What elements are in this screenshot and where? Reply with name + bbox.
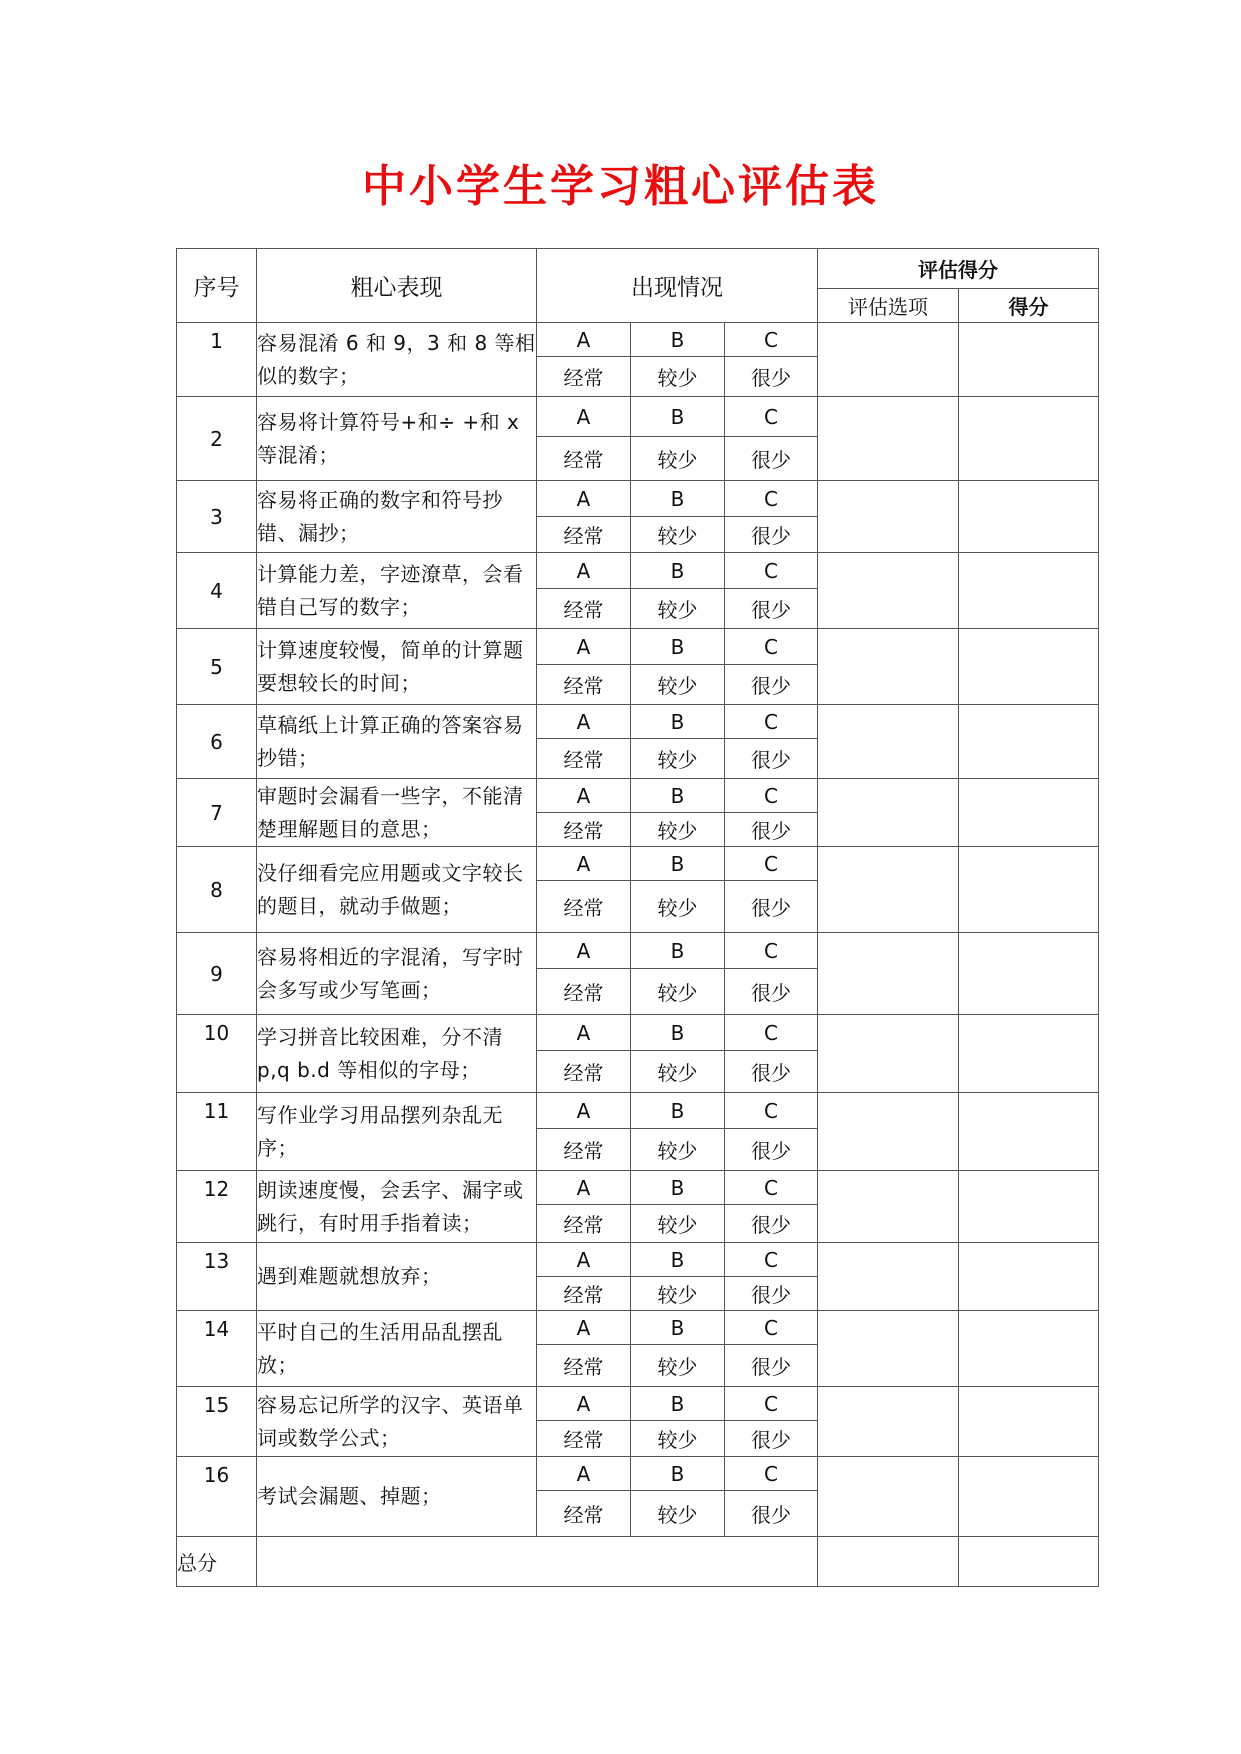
option-a: A [537, 847, 631, 881]
header-frequency: 出现情况 [537, 249, 818, 323]
option-c: C [725, 847, 818, 881]
item-number: 16 [177, 1457, 257, 1537]
option-a: A [537, 1311, 631, 1345]
score-cell[interactable] [959, 1387, 1099, 1457]
level-label: 很少 [725, 437, 818, 481]
level-label: 很少 [725, 357, 818, 397]
level-label: 较少 [631, 1205, 725, 1243]
table-row [177, 481, 1099, 517]
option-c: C [725, 397, 818, 437]
level-label: 很少 [725, 1491, 818, 1537]
level-label: 很少 [725, 881, 818, 933]
option-c: C [725, 629, 818, 665]
level-label: 很少 [725, 739, 818, 779]
table-row [177, 553, 1099, 589]
level-label: 很少 [725, 1205, 818, 1243]
option-c: C [725, 779, 818, 813]
item-behavior: 学习拼音比较困难，分不清 p,q b.d 等相似的字母； [257, 1015, 537, 1093]
level-label: 较少 [631, 1051, 725, 1093]
option-a: A [537, 1243, 631, 1277]
item-number: 12 [177, 1171, 257, 1243]
table-row [177, 629, 1099, 665]
level-label: 经常 [537, 1277, 631, 1311]
option-c: C [725, 933, 818, 969]
option-a: A [537, 933, 631, 969]
item-behavior: 容易忘记所学的汉字、英语单词或数学公式； [257, 1387, 537, 1457]
level-label: 经常 [537, 739, 631, 779]
selected-option-cell[interactable] [818, 847, 959, 933]
option-a: A [537, 481, 631, 517]
level-label: 很少 [725, 665, 818, 705]
selected-option-cell[interactable] [818, 1387, 959, 1457]
selected-option-cell[interactable] [818, 1093, 959, 1171]
option-b: B [631, 705, 725, 739]
item-number: 2 [177, 397, 257, 481]
level-label: 经常 [537, 437, 631, 481]
score-cell[interactable] [959, 323, 1099, 397]
selected-option-cell[interactable] [818, 481, 959, 553]
option-c: C [725, 1093, 818, 1129]
table-row [177, 323, 1099, 357]
table-row [177, 705, 1099, 739]
selected-option-cell[interactable] [818, 705, 959, 779]
item-behavior: 写作业学习用品摆列杂乱无序； [257, 1093, 537, 1171]
header-score: 得分 [959, 289, 1099, 323]
level-label: 经常 [537, 1345, 631, 1387]
score-cell[interactable] [959, 933, 1099, 1015]
score-cell[interactable] [959, 397, 1099, 481]
item-behavior: 计算能力差，字迹潦草，会看错自己写的数字； [257, 553, 537, 629]
score-cell[interactable] [959, 705, 1099, 779]
option-b: B [631, 553, 725, 589]
score-cell[interactable] [959, 481, 1099, 553]
level-label: 较少 [631, 1345, 725, 1387]
item-number: 1 [177, 323, 257, 397]
option-b: B [631, 629, 725, 665]
level-label: 较少 [631, 517, 725, 553]
level-label: 较少 [631, 357, 725, 397]
option-c: C [725, 1457, 818, 1491]
header-option: 评估选项 [818, 289, 959, 323]
option-a: A [537, 397, 631, 437]
header-score-group: 评估得分 [818, 249, 1099, 289]
option-b: B [631, 1311, 725, 1345]
item-behavior: 考试会漏题、掉题； [257, 1457, 537, 1537]
option-b: B [631, 1171, 725, 1205]
total-option-cell[interactable] [818, 1537, 959, 1587]
header-index: 序号 [177, 249, 257, 323]
item-number: 8 [177, 847, 257, 933]
option-b: B [631, 397, 725, 437]
item-number: 4 [177, 553, 257, 629]
level-label: 较少 [631, 881, 725, 933]
level-label: 很少 [725, 813, 818, 847]
total-blank-cell [257, 1537, 818, 1587]
item-number: 9 [177, 933, 257, 1015]
level-label: 较少 [631, 813, 725, 847]
option-c: C [725, 553, 818, 589]
score-cell[interactable] [959, 629, 1099, 705]
option-b: B [631, 1093, 725, 1129]
selected-option-cell[interactable] [818, 553, 959, 629]
level-label: 较少 [631, 589, 725, 629]
item-number: 3 [177, 481, 257, 553]
level-label: 经常 [537, 813, 631, 847]
score-cell[interactable] [959, 1457, 1099, 1537]
table-row [177, 1093, 1099, 1129]
option-a: A [537, 1387, 631, 1421]
item-behavior: 没仔细看完应用题或文字较长的题目，就动手做题； [257, 847, 537, 933]
level-label: 很少 [725, 517, 818, 553]
selected-option-cell[interactable] [818, 1243, 959, 1311]
total-row [177, 1537, 1099, 1587]
option-c: C [725, 1387, 818, 1421]
level-label: 较少 [631, 1421, 725, 1457]
score-cell[interactable] [959, 553, 1099, 629]
item-behavior: 容易混淆 6 和 9，3 和 8 等相似的数字； [257, 323, 537, 397]
level-label: 较少 [631, 739, 725, 779]
option-a: A [537, 779, 631, 813]
item-number: 11 [177, 1093, 257, 1171]
item-behavior: 审题时会漏看一些字，不能清楚理解题目的意思； [257, 779, 537, 847]
level-label: 经常 [537, 1129, 631, 1171]
option-a: A [537, 1015, 631, 1051]
option-b: B [631, 323, 725, 357]
item-behavior: 草稿纸上计算正确的答案容易抄错； [257, 705, 537, 779]
level-label: 经常 [537, 1051, 631, 1093]
table-row [177, 1311, 1099, 1345]
option-c: C [725, 1015, 818, 1051]
option-a: A [537, 629, 631, 665]
level-label: 经常 [537, 881, 631, 933]
score-cell[interactable] [959, 847, 1099, 933]
table-row [177, 1171, 1099, 1205]
selected-option-cell[interactable] [818, 1171, 959, 1243]
item-behavior: 容易将相近的字混淆，写字时会多写或少写笔画； [257, 933, 537, 1015]
score-cell[interactable] [959, 1311, 1099, 1387]
selected-option-cell[interactable] [818, 629, 959, 705]
item-number: 15 [177, 1387, 257, 1457]
selected-option-cell[interactable] [818, 1311, 959, 1387]
item-number: 6 [177, 705, 257, 779]
item-behavior: 遇到难题就想放弃； [257, 1243, 537, 1311]
level-label: 较少 [631, 1129, 725, 1171]
level-label: 很少 [725, 589, 818, 629]
option-a: A [537, 553, 631, 589]
level-label: 经常 [537, 589, 631, 629]
level-label: 很少 [725, 1129, 818, 1171]
option-c: C [725, 1311, 818, 1345]
level-label: 经常 [537, 517, 631, 553]
level-label: 很少 [725, 1277, 818, 1311]
level-label: 很少 [725, 1051, 818, 1093]
level-label: 较少 [631, 665, 725, 705]
selected-option-cell[interactable] [818, 323, 959, 397]
option-b: B [631, 481, 725, 517]
level-label: 经常 [537, 1205, 631, 1243]
option-b: B [631, 847, 725, 881]
item-behavior: 容易将正确的数字和符号抄错、漏抄； [257, 481, 537, 553]
table-row [177, 1387, 1099, 1421]
level-label: 经常 [537, 969, 631, 1015]
selected-option-cell[interactable] [818, 397, 959, 481]
item-number: 14 [177, 1311, 257, 1387]
option-c: C [725, 1171, 818, 1205]
option-a: A [537, 323, 631, 357]
item-behavior: 计算速度较慢，简单的计算题要想较长的时间； [257, 629, 537, 705]
score-cell[interactable] [959, 1093, 1099, 1171]
table-row [177, 1243, 1099, 1277]
level-label: 经常 [537, 665, 631, 705]
selected-option-cell[interactable] [818, 779, 959, 847]
level-label: 经常 [537, 1491, 631, 1537]
option-c: C [725, 705, 818, 739]
level-label: 很少 [725, 1345, 818, 1387]
selected-option-cell[interactable] [818, 1015, 959, 1093]
level-label: 较少 [631, 437, 725, 481]
total-score-cell[interactable] [959, 1537, 1099, 1587]
option-b: B [631, 1243, 725, 1277]
level-label: 较少 [631, 969, 725, 1015]
item-behavior: 平时自己的生活用品乱摆乱放； [257, 1311, 537, 1387]
score-cell[interactable] [959, 1015, 1099, 1093]
option-c: C [725, 323, 818, 357]
table-row [177, 779, 1099, 813]
score-cell[interactable] [959, 1171, 1099, 1243]
level-label: 较少 [631, 1491, 725, 1537]
score-cell[interactable] [959, 1243, 1099, 1311]
level-label: 较少 [631, 1277, 725, 1311]
option-c: C [725, 1243, 818, 1277]
option-a: A [537, 1093, 631, 1129]
page-title: 中小学生学习粗心评估表 [362, 161, 879, 212]
level-label: 经常 [537, 1421, 631, 1457]
option-b: B [631, 779, 725, 813]
selected-option-cell[interactable] [818, 933, 959, 1015]
table-row [177, 397, 1099, 437]
score-cell[interactable] [959, 779, 1099, 847]
table-row [177, 933, 1099, 969]
total-label: 总分 [177, 1537, 257, 1587]
item-behavior: 朗读速度慢，会丢字、漏字或跳行，有时用手指着读； [257, 1171, 537, 1243]
option-b: B [631, 933, 725, 969]
assessment-table [176, 248, 1099, 1587]
table-row [177, 847, 1099, 881]
table-row [177, 1457, 1099, 1491]
option-c: C [725, 481, 818, 517]
option-a: A [537, 1457, 631, 1491]
option-a: A [537, 1171, 631, 1205]
table-row [177, 1015, 1099, 1051]
option-b: B [631, 1015, 725, 1051]
selected-option-cell[interactable] [818, 1457, 959, 1537]
item-number: 5 [177, 629, 257, 705]
level-label: 很少 [725, 1421, 818, 1457]
item-behavior: 容易将计算符号+和÷ +和 x 等混淆； [257, 397, 537, 481]
item-number: 13 [177, 1243, 257, 1311]
level-label: 很少 [725, 969, 818, 1015]
option-b: B [631, 1457, 725, 1491]
level-label: 经常 [537, 357, 631, 397]
item-number: 7 [177, 779, 257, 847]
option-a: A [537, 705, 631, 739]
option-b: B [631, 1387, 725, 1421]
item-number: 10 [177, 1015, 257, 1093]
header-behavior: 粗心表现 [257, 249, 537, 323]
